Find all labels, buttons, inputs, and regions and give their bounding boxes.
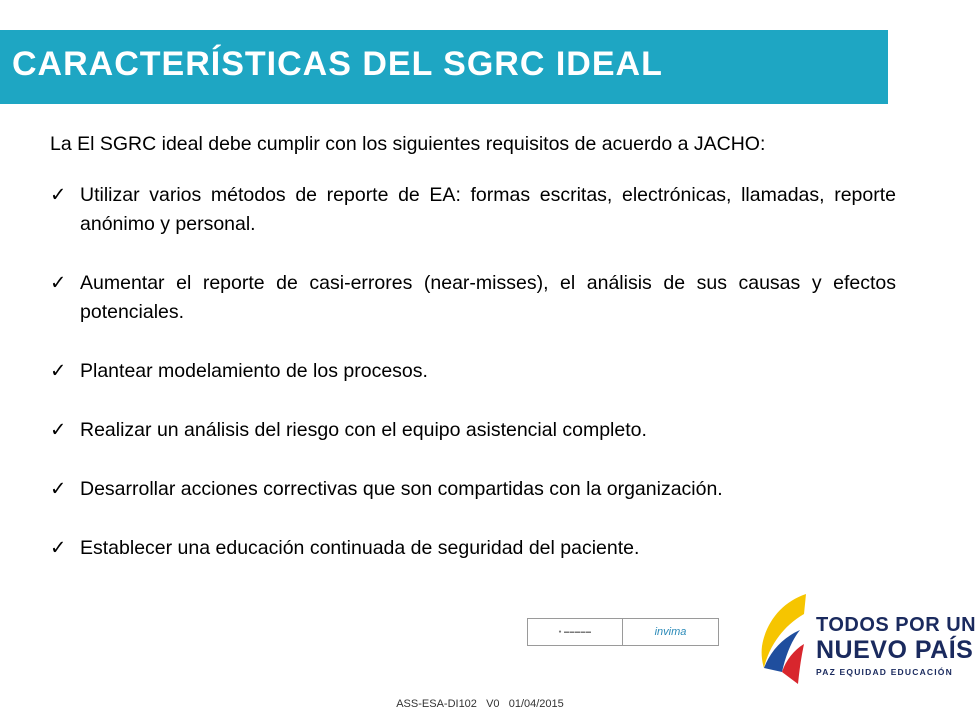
- slide-title: CARACTERÍSTICAS DEL SGRC IDEAL: [12, 45, 663, 83]
- check-icon: ✓: [50, 184, 67, 206]
- requirement-item: [50, 534, 896, 563]
- check-icon: ✓: [50, 360, 67, 382]
- requirement-item: [50, 475, 896, 504]
- invima-logo: [623, 619, 718, 645]
- requirement-text: Utilizar varios métodos de reporte de EA: formas escritas, electrónicas, llamadas, reporte anónimo y personal.: [80, 184, 896, 235]
- logo-tagline: PAZ EQUIDAD EDUCACIÓN: [816, 667, 953, 677]
- check-icon: ✓: [50, 272, 67, 294]
- check-icon: ✓: [50, 419, 67, 441]
- ministry-logo-mark: ● ▬▬▬▬▬: [558, 629, 592, 635]
- requirement-text: Aumentar el reporte de casi-errores (near-misses), el análisis de sus causas y efectos potenciales.: [80, 272, 896, 323]
- requirement-text: Realizar un análisis del riesgo con el equipo asistencial completo.: [80, 419, 647, 441]
- requirement-text: Establecer una educación continuada de seguridad del paciente.: [80, 537, 640, 559]
- requirements-list: [50, 181, 896, 563]
- intro-paragraph: La El SGRC ideal debe cumplir con los siguientes requisitos de acuerdo a JACHO:: [50, 133, 766, 155]
- document-code: ASS-ESA-DI102 V0 01/04/2015: [396, 698, 564, 710]
- check-icon: ✓: [50, 478, 67, 500]
- ministry-logo: [528, 619, 623, 645]
- partner-logos-strip: [527, 618, 719, 646]
- flag-swoosh-icon: [752, 588, 812, 688]
- requirement-item: [50, 269, 896, 327]
- logo-line-2: NUEVO PAÍS: [816, 636, 974, 664]
- requirement-item: [50, 181, 896, 239]
- requirement-text: Plantear modelamiento de los procesos.: [80, 360, 428, 382]
- title-bar: [0, 30, 888, 104]
- requirement-item: [50, 416, 896, 445]
- check-icon: ✓: [50, 537, 67, 559]
- invima-logo-text: invima: [654, 626, 687, 638]
- todos-por-un-nuevo-pais-logo: [752, 588, 976, 688]
- slide-content: [50, 130, 896, 593]
- requirement-item: [50, 357, 896, 386]
- requirement-text: Desarrollar acciones correctivas que son compartidas con la organización.: [80, 478, 723, 500]
- logo-line-1: TODOS POR UN: [816, 614, 976, 636]
